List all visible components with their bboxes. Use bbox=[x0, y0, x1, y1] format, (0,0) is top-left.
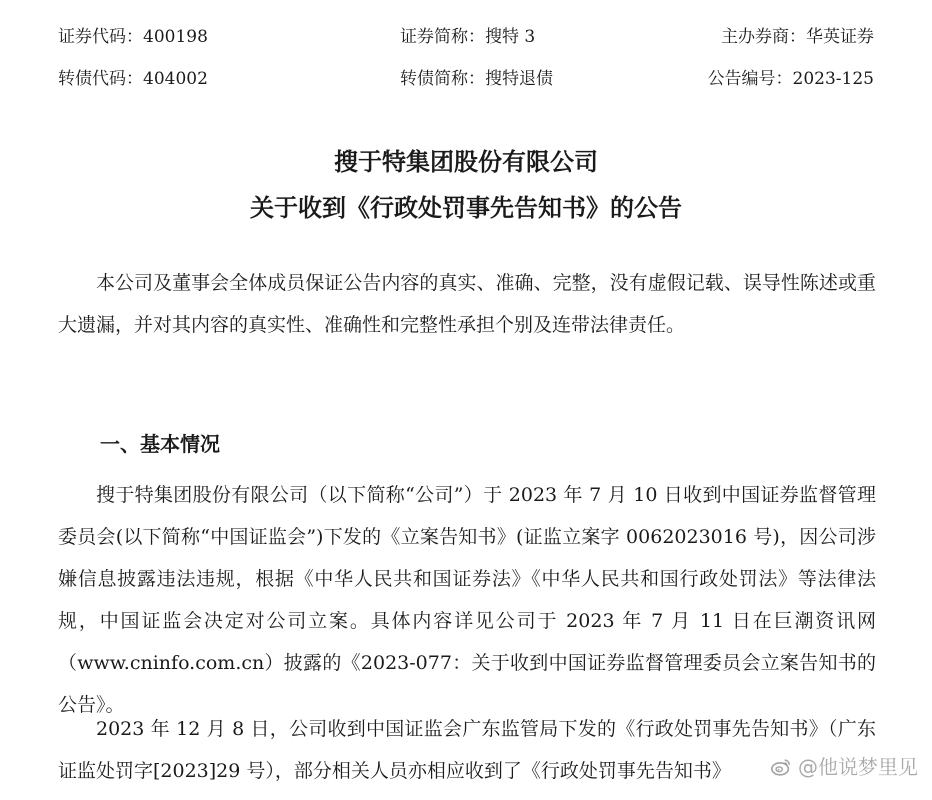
body-paragraph-1: 搜于特集团股份有限公司（以下简称“公司”）于 2023 年 7 月 10 日收到中国证券监督管理委员会(以下简称“中国证监会”)下发的《立案告知书》(证监立案字 0062023016 号)，因公司涉嫌信息披露违法违规，根据《中华人民共和国证券法》《中华人民共和国行政处罚法》等法律法规，中国证监会决定对公司立案。具体内容详见公司于 2023 年 7 月 11 日在巨潮资讯网（www.cninfo.com.cn）披露的《2023-077：关于收到中国证券监督管理委员会立案告知书的公告》。 bbox=[58, 484, 876, 716]
company-title: 搜于特集团股份有限公司 bbox=[334, 148, 598, 176]
weibo-logo-icon bbox=[770, 756, 792, 778]
watermark bbox=[770, 752, 918, 782]
responsibility-statement: 本公司及董事会全体成员保证公告内容的真实、准确、完整，没有虚假记载、误导性陈述或重大遗漏，并对其内容的真实性、准确性和完整性承担个别及连带法律责任。 bbox=[58, 272, 876, 336]
header-row-1 bbox=[58, 22, 874, 52]
section-heading: 一、基本情况 bbox=[100, 432, 220, 456]
sponsor-broker: 主办券商：华英证券 bbox=[721, 27, 874, 47]
bond-abbreviation: 转债简称：搜特退债 bbox=[400, 69, 553, 89]
announcement-number: 公告编号：2023-125 bbox=[707, 69, 874, 89]
bond-code: 转债代码：404002 bbox=[58, 69, 208, 89]
announcement-title: 关于收到《行政处罚事先告知书》的公告 bbox=[250, 194, 682, 222]
stock-abbreviation: 证券简称：搜特 3 bbox=[400, 27, 536, 47]
watermark-text: @他说梦里见 bbox=[798, 755, 918, 779]
header-row-2 bbox=[58, 64, 874, 94]
body-paragraph-2: 2023 年 12 月 8 日，公司收到中国证监会广东监管局下发的《行政处罚事先告知书》（广东证监处罚字[2023]29 号），部分相关人员亦相应收到了《行政处罚事先告知书》 bbox=[58, 718, 876, 782]
stock-code: 证券代码：400198 bbox=[58, 27, 208, 47]
